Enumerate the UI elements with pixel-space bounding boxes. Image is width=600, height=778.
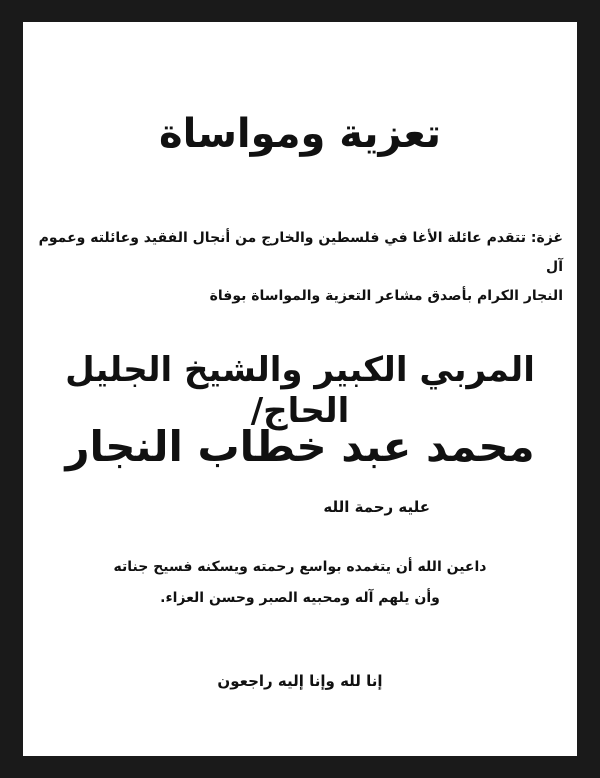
deceased-name: محمد عبد خطاب النجار (65, 422, 535, 471)
mercy-phrase: عليه رحمة الله (323, 498, 430, 516)
prayer-line: داعين الله أن يتغمده بواسع رحمته ويسكنه فسيح جناته (113, 559, 487, 575)
deceased-honorific: المربي الكبير والشيخ الجليل الحاج/ (65, 350, 535, 431)
notice-title: تعزية ومواساة (158, 111, 442, 157)
closing-verse: إنا لله وإنا إليه راجعون (217, 672, 383, 690)
prayer-line: وأن يلهم آله ومحبيه الصبر وحسن العزاء. (160, 590, 440, 606)
intro-line: غزة: تتقدم عائلة الأغا في فلسطين والخارج من أنجال الفقيد وعائلته وعموم آل (38, 230, 563, 275)
intro-line: النجار الكرام بأصدق مشاعر التعزية والمواساة بوفاة (209, 288, 563, 304)
notice-intro (37, 224, 563, 311)
prayer-text (23, 552, 577, 614)
